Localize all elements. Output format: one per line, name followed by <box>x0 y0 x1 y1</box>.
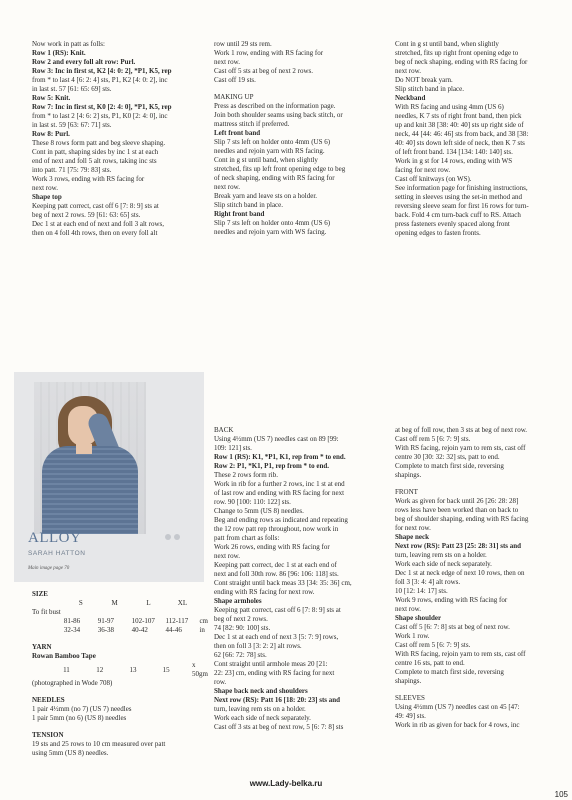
pattern-line: Cast off rem 5 [6: 7: 9] sts. <box>395 641 471 649</box>
pattern-line: Row 1 (RS): Knit. <box>32 49 86 57</box>
bust-cm-l: 102-107 <box>131 617 155 625</box>
pattern-line: Slip stitch band in place. <box>214 201 284 209</box>
main-image-note: Main image page 70 <box>28 566 70 571</box>
pattern-line: Cast off 19 sts. <box>214 76 256 84</box>
pattern-line: Cast off 3 sts at beg of next row, 5 [6: 7: 8] sts <box>214 723 344 731</box>
pattern-line: from * to last 2 [4: 6: 2] sts, P1, K0 [2: 4: 0], inc <box>32 112 168 120</box>
pattern-line: stretched, fits up right front opening edge to <box>395 49 519 57</box>
pattern-line: needles and rejoin yarn with WS facing. <box>214 228 327 236</box>
pattern-line: Row 3: Inc in first st, K2 [4: 0: 2], *P1, K5, rep <box>32 67 172 75</box>
pattern-line: end of next and foll 5 alt rows, taking inc sts <box>32 157 157 165</box>
needles-line-2: 1 pair 5mm (no 6) (US 8) needles <box>32 714 127 722</box>
bust-cm-m: 91-97 <box>97 617 115 625</box>
pattern-line: beg of neck shaping, ending with RS facing for <box>395 58 528 66</box>
pattern-line: reversing sleeve seam for first 16 rows for turn- <box>395 202 529 210</box>
pattern-line: from * to last 4 [6: 2: 4] sts, P1, K2 [4: 0: 2], inc <box>32 76 168 84</box>
pattern-line: Cont in g st until band, when slightly <box>214 156 318 164</box>
size-m: M <box>111 599 118 607</box>
pattern-line: Change to 5mm (US 8) needles. <box>214 507 304 515</box>
pattern-line: needles, K 7 sts of right front band, then pick <box>395 112 522 120</box>
pattern-line: next and foll 30th row. 86 [96: 106: 118] sts. <box>214 570 339 578</box>
pattern-line: setting in sleeves using the set-in method and <box>395 193 522 201</box>
size-heading: SIZE <box>32 590 48 598</box>
size-xl: XL <box>177 599 188 607</box>
pattern-line: Work 1 row. <box>395 632 430 640</box>
pattern-line: Complete to match first side, reversing <box>395 462 504 470</box>
pattern-line: Next row (RS): Patt 23 [25: 28: 31] sts and <box>395 542 522 550</box>
pattern-line: Row 2 and every foll alt row: Purl. <box>32 58 136 66</box>
yarn-amount-l: 13 <box>129 665 137 674</box>
pattern-line: 40: 40] sts down left side of neck, then K 7 sts <box>395 139 525 147</box>
pattern-line: Work in rib for a further 2 rows, inc 1 st at end <box>214 480 345 488</box>
pattern-line: shapings. <box>395 677 422 685</box>
pattern-line: Work each side of neck separately. <box>395 560 492 568</box>
top-column-1 <box>32 40 208 238</box>
section-heading: Shape back neck and shoulders <box>214 687 308 695</box>
pattern-line: With RS facing, rejoin yarn to rem sts, cast off <box>395 444 526 452</box>
pattern-line: Row 1 (RS): K1, *P1, K1, rep from * to end. <box>214 453 346 461</box>
pattern-line: Keeping patt correct, cast off 6 [7: 8: 9] sts at <box>32 202 159 210</box>
pattern-line: beg of next 2 rows. <box>214 615 268 623</box>
top-column-2 <box>214 40 384 237</box>
pattern-line: Cont straight until back meas 33 [34: 35: 36] cm, <box>214 579 352 587</box>
pattern-line: of neck shaping, ending with RS facing for <box>214 174 335 182</box>
needles-line-1: 1 pair 4½mm (no 7) (US 7) needles <box>32 705 132 713</box>
pattern-line: Row 8: Purl. <box>32 130 70 138</box>
pattern-line: Dec 1 st at each end of next and foll 3 alt rows, <box>32 220 164 228</box>
pattern-line: back. Fold 4 cm turn-back cuff to RS. Attach <box>395 211 521 219</box>
pattern-line: With RS facing and using 4mm (US 6) <box>395 103 504 111</box>
pattern-line: Join both shoulder seams using back stitch, or <box>214 111 343 119</box>
pattern-line: Work 3 rows, ending with RS facing for <box>32 175 145 183</box>
section-heading: Shape armholes <box>214 597 262 605</box>
pattern-line: row until 29 sts rem. <box>214 40 272 48</box>
pattern-line: patt from chart as folls: <box>214 534 280 542</box>
pattern-line: shapings. <box>395 471 422 479</box>
pattern-line: Using 4½mm (US 7) needles cast on 45 [47: <box>395 703 520 711</box>
size-l: L <box>146 599 151 607</box>
pattern-line: turn, leaving rem sts on a holder. <box>395 551 487 559</box>
pattern-line: up and knit 38 [38: 40: 40] sts up right side of <box>395 121 524 129</box>
model-photo <box>34 382 146 534</box>
pattern-line: Next row (RS): Patt 16 [18: 20: 23] sts and <box>214 696 341 704</box>
pattern-line: row. <box>214 678 227 686</box>
pattern-line: Slip 7 sts left on holder onto 4mm (US 6) <box>214 138 331 146</box>
section-caps-heading: SLEEVES <box>395 694 425 702</box>
bust-in-l: 40-42 <box>131 626 148 634</box>
pattern-line: Cast off 5 [6: 7: 8] sts at beg of next row. <box>395 623 510 631</box>
size-table <box>32 599 208 635</box>
decorative-dots <box>165 534 180 540</box>
pattern-line: These 2 rows form rib. <box>214 471 278 479</box>
yarn-note: (photographed in Wode 708) <box>32 679 113 687</box>
pattern-line: Work each side of neck separately. <box>214 714 311 722</box>
pattern-line: Slip stitch band in place. <box>395 85 465 93</box>
pattern-line: at beg of foll row, then 3 sts at beg of next row. <box>395 426 528 434</box>
pattern-line: Row 7: Inc in first st, K0 [2: 4: 0], *P1, K5, rep <box>32 103 172 111</box>
pattern-line: See information page for finishing instructions, <box>395 184 528 192</box>
pattern-line: 74 [82: 90: 100] sts. <box>214 624 271 632</box>
yarn-amount-s: 11 <box>63 665 70 674</box>
section-caps-heading: FRONT <box>395 488 418 496</box>
pattern-line: of last row and ending with RS facing for next <box>214 489 345 497</box>
pattern-line: next row. <box>214 58 240 66</box>
pattern-line: 49: 49] sts. <box>395 712 426 720</box>
section-heading: Neckband <box>395 94 426 102</box>
designer-name: SARAH HATTON <box>28 550 86 557</box>
section-heading: Shape neck <box>395 533 430 541</box>
pattern-line: press fasteners evenly spaced along front <box>395 220 510 228</box>
pattern-line: Using 4½mm (US 7) needles cast on 89 [99: <box>214 435 339 443</box>
yarn-unit: x 50gm <box>192 661 208 678</box>
pattern-line: beg of next 2 rows. 59 [61: 63: 65] sts. <box>32 211 141 219</box>
in-unit: in <box>199 626 205 634</box>
pattern-line: Row 2: P1, *K1, P1, rep from * to end. <box>214 462 330 470</box>
section-heading: Shape top <box>32 193 62 201</box>
cm-unit: cm <box>199 617 208 625</box>
bottom-column-2 <box>214 426 386 732</box>
bust-in-m: 36-38 <box>97 626 115 634</box>
pattern-line: 10 [12: 14: 17] sts. <box>395 587 448 595</box>
yarn-amount-m: 12 <box>96 665 104 674</box>
pattern-line: 109: 121] sts. <box>214 444 252 452</box>
top-column-3 <box>395 40 563 238</box>
pattern-line: Work in g st for 14 rows, ending with WS <box>395 157 513 165</box>
pattern-line: the 12 row patt rep throughout, now work in <box>214 525 339 533</box>
pattern-line: Cont in g st until band, when slightly <box>395 40 499 48</box>
pattern-line: foll 3 [3: 4: 4] alt rows. <box>395 578 461 586</box>
pattern-line: then on foll 3 [3: 2: 2] alt rows. <box>214 642 302 650</box>
pattern-line: turn, leaving rem sts on a holder. <box>214 705 306 713</box>
pattern-line: 22: 23] cm, ending with RS facing for next <box>214 669 335 677</box>
pattern-line: Work 1 row, ending with RS facing for <box>214 49 324 57</box>
pattern-line: rows less have been worked than on back to <box>395 506 519 514</box>
pattern-line: of left front band. 134 [134: 140: 140] sts. <box>395 148 513 156</box>
pattern-line: Press as described on the information page. <box>214 102 336 110</box>
pattern-line: Work in rib as given for back for 4 rows, inc <box>395 721 520 729</box>
pattern-line: next row. <box>214 183 240 191</box>
yarn-amount-xl: 15 <box>162 665 170 674</box>
pattern-line: Work 26 rows, ending with RS facing for <box>214 543 330 551</box>
pattern-line: next row. <box>214 552 240 560</box>
pattern-line: Dec 1 st at each end of next 3 [5: 7: 9] rows, <box>214 633 339 641</box>
pattern-line: beg of shoulder shaping, ending with RS facing <box>395 515 529 523</box>
pattern-line: Beg and ending rows as indicated and repeating <box>214 516 348 524</box>
pattern-line: next row. <box>32 184 58 192</box>
pattern-line: stretched, fits up left front opening edge to beg <box>214 165 346 173</box>
section-heading: Left front band <box>214 129 261 137</box>
pattern-line: in last st. 57 [61: 65: 69] sts. <box>32 85 112 93</box>
section-caps-heading: BACK <box>214 426 234 434</box>
yarn-heading: YARN <box>32 643 52 651</box>
pattern-line: neck, 44 [44: 46: 46] sts from back, and 38 [38: <box>395 130 529 138</box>
pattern-line: centre 30 [30: 32: 32] sts, patt to end. <box>395 453 500 461</box>
pattern-line: then on 4 foll 4th rows, then on every foll alt <box>32 229 158 237</box>
bottom-column-3 <box>395 426 563 730</box>
pattern-line: facing for next row. <box>395 166 451 174</box>
pattern-line: These 8 rows form patt and beg sleeve shaping. <box>32 139 166 147</box>
pattern-title: ALLOY <box>28 530 82 546</box>
section-heading: Right front band <box>214 210 265 218</box>
tension-line-2: using 5mm (US 8) needles. <box>32 749 109 757</box>
pattern-line: Keeping patt correct, dec 1 st at each end of <box>214 561 337 569</box>
tension-line-1: 19 sts and 25 rows to 10 cm measured over patt <box>32 740 166 748</box>
pattern-line: 62 [66: 72: 78] sts. <box>214 651 267 659</box>
pattern-line: Cast off rem 5 [6: 7: 9] sts. <box>395 435 471 443</box>
pattern-line: in last st. 59 [63: 67: 71] sts. <box>32 121 112 129</box>
tension-heading: TENSION <box>32 731 64 739</box>
pattern-line: Keeping patt correct, cast off 6 [7: 8: 9] sts at <box>214 606 341 614</box>
pattern-line: centre 16 sts, patt to end. <box>395 659 465 667</box>
size-s: S <box>78 599 83 607</box>
bust-in-s: 32-34 <box>63 626 81 634</box>
needles-heading: NEEDLES <box>32 696 65 704</box>
pattern-line: next row. <box>395 67 421 75</box>
pattern-line: Do NOT break yarn. <box>395 76 453 84</box>
pattern-line: Cast off knitways (on WS). <box>395 175 472 183</box>
pattern-line: for next row. <box>395 524 431 532</box>
yarn-amounts <box>32 661 208 679</box>
pattern-line: into patt. 71 [75: 79: 83] sts. <box>32 166 112 174</box>
pattern-line: Slip 7 sts left on holder onto 4mm (US 6) <box>214 219 331 227</box>
bust-cm-xl: 112-117 <box>165 617 189 625</box>
pattern-line: opening edges to fasten fronts. <box>395 229 481 237</box>
pattern-line: row. 90 [100: 110: 122] sts. <box>214 498 291 506</box>
pattern-line: ending with RS facing for next row. <box>214 588 315 596</box>
pattern-line: Row 5: Knit. <box>32 94 71 102</box>
pattern-line: Break yarn and leave sts on a holder. <box>214 192 318 200</box>
yarn-name: Rowan Bamboo Tape <box>32 652 96 660</box>
pattern-line: next row. <box>395 605 421 613</box>
pattern-line: Work 9 rows, ending with RS facing for <box>395 596 508 604</box>
pattern-line: Complete to match first side, reversing <box>395 668 504 676</box>
pattern-line: Now work in patt as folls: <box>32 40 105 48</box>
page-number: 105 <box>554 790 568 799</box>
section-caps-heading: MAKING UP <box>214 93 254 101</box>
pattern-line: Cont in patt, shaping sides by inc 1 st at each <box>32 148 159 156</box>
section-heading: Shape shoulder <box>395 614 442 622</box>
footer-url: www.Lady-belka.ru <box>249 779 323 788</box>
pattern-line: Dec 1 st at neck edge of next 10 rows, then on <box>395 569 525 577</box>
pattern-line: Work as given for back until 26 [26: 28: 28] <box>395 497 519 505</box>
to-fit-bust-label: To fit bust <box>32 608 61 616</box>
pattern-caption <box>28 530 188 573</box>
pattern-info <box>32 590 208 758</box>
pattern-line: needles and rejoin yarn with RS facing. <box>214 147 325 155</box>
bust-in-xl: 44-46 <box>165 626 182 634</box>
pattern-line: With RS facing, rejoin yarn to rem sts, cast off <box>395 650 526 658</box>
bust-cm-s: 81-86 <box>63 617 81 625</box>
pattern-line: Cast off 5 sts at beg of next 2 rows. <box>214 67 314 75</box>
pattern-line: Cont straight until armhole meas 20 [21: <box>214 660 328 668</box>
pattern-line: mattress stitch if preferred. <box>214 120 290 128</box>
